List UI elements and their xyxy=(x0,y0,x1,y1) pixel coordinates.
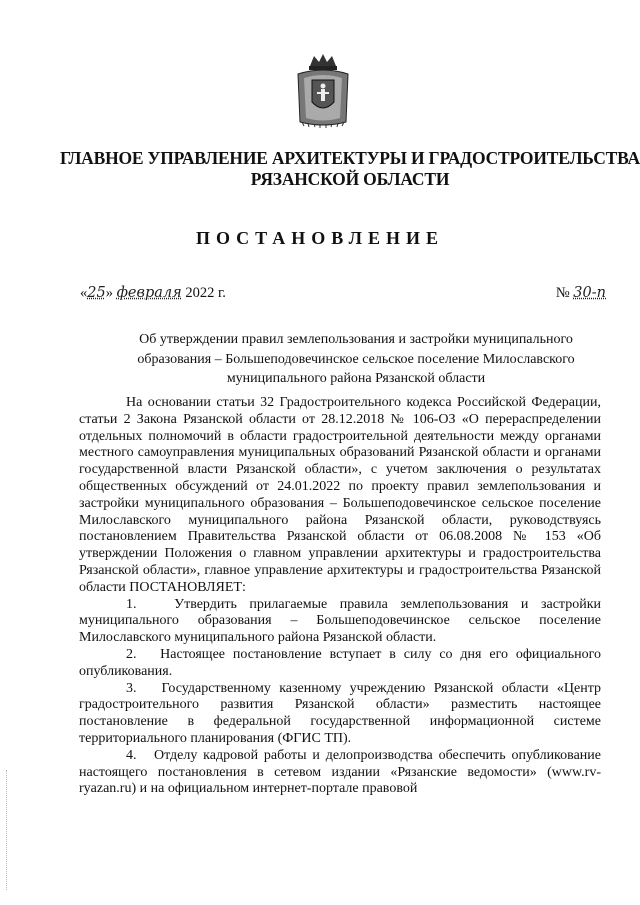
subject-line2: образования – Большеподовечинское сельское поселение Милославского xyxy=(137,351,575,367)
date-close-quote: » xyxy=(105,285,113,301)
agency-name-line2: РЯЗАНСКОЙ ОБЛАСТИ xyxy=(250,169,450,189)
resolution-item-3: 3. Государственному казенному учреждению Рязанской области «Центр градостроительного развития Рязанской области» разместить настоящее постановление в федеральной государственной информационной системе территориального планирования (ФГИС ТП). xyxy=(79,680,601,746)
agency-name xyxy=(60,148,640,190)
number-prefix: № xyxy=(555,285,570,301)
subject-line3: муниципального района Рязанской области xyxy=(226,371,486,386)
resolution-item-1: 1. Утвердить прилагаемые правила землепользования и застройки муниципального образования – Большеподовечинское сельское поселение Милославского муниципального района Рязанской области. xyxy=(79,596,601,646)
decree-number xyxy=(556,285,606,302)
date-day: 25 xyxy=(87,285,106,301)
date-year: 2022 г. xyxy=(185,285,226,301)
decree-date xyxy=(80,285,226,302)
date-month: февраля xyxy=(116,285,182,301)
preamble-paragraph: На основании статьи 32 Градостроительного кодекса Российской Федерации, статьи 2 Закона Рязанской области от 28.12.2018 № 106-ОЗ «О перераспределении отдельных полномочий в области градостроительной деятельности между органами местного самоуправления муниципальных образований Рязанской области и органами государственной власти Рязанской области», с учетом заключения о результатах общественных обсуждений от 24.01.2022 по проекту правил землепользования и застройки муниципального образования – Большеподовечинское сельское поселение Милославского муниципального района Рязанской области, руководствуясь постановлением Правительства Рязанской области от 06.08.2008 № 153 «Об утверждении Положения о главном управлении архитектуры и градостроительства Рязанской области», главное управление архитектуры и градостроительства Рязанской области ПОСТАНОВЛЯЕТ: xyxy=(79,395,601,595)
scan-margin-mark xyxy=(6,770,9,890)
number-value: 30-п xyxy=(573,285,606,301)
decree-subject xyxy=(96,330,616,389)
decree-body xyxy=(79,395,601,798)
document-type-title: ПОСТАНОВЛЕНИЕ xyxy=(195,228,445,248)
agency-name-line1: ГЛАВНОЕ УПРАВЛЕНИЕ АРХИТЕКТУРЫ И ГРАДОСТРОИТЕЛЬСТВА xyxy=(60,148,640,168)
date-open-quote: « xyxy=(80,285,88,301)
subject-line1: Об утверждении правил землепользования и застройки муниципального xyxy=(139,332,573,347)
resolution-item-4: 4. Отделу кадровой работы и делопроизводства обеспечить опубликование настоящего постановления в сетевом издании «Рязанские ведомости» (www.rv-ryazan.ru) и на официальном интернет-портале правовой xyxy=(79,747,601,797)
resolution-item-2: 2. Настоящее постановление вступает в силу со дня его официального опубликования. xyxy=(79,646,601,679)
coat-of-arms-emblem xyxy=(294,52,352,128)
